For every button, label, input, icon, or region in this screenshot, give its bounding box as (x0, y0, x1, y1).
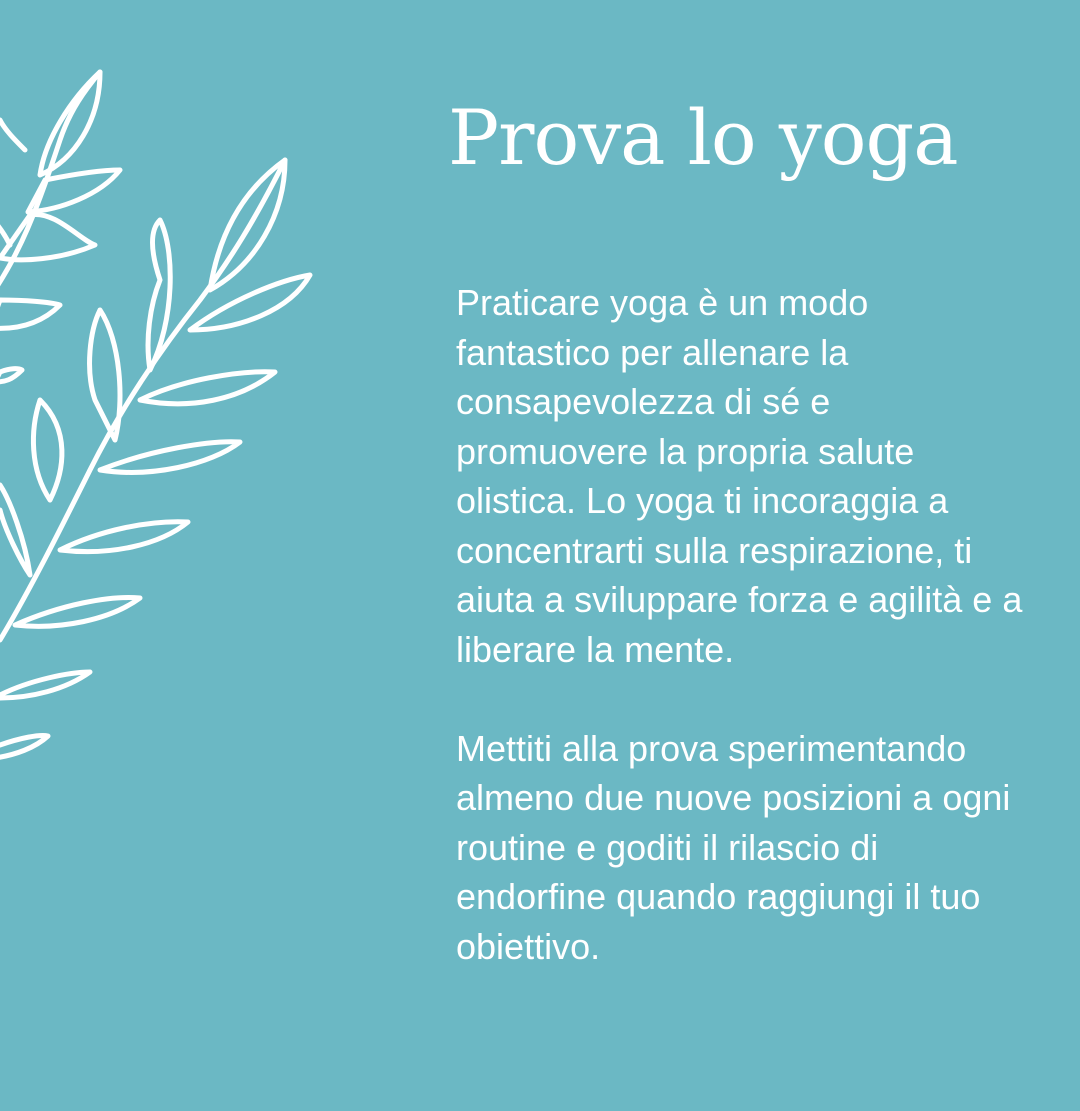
paragraph-intro: Praticare yoga è un modo fantastico per allenare la consapevolezza di sé e promuovere la propria salute olistica. Lo yoga ti incoraggia a concentrarti sulla respirazione, ti aiuta a sviluppare forza e agilità e a liberare la mente. (456, 282, 1023, 670)
page-title: Prova lo yoga (448, 93, 958, 182)
paragraph-challenge: Mettiti alla prova sperimentando almeno due nuove posizioni a ogni routine e goditi il rilascio di endorfine quando raggiungi il tuo obiettivo. (456, 727, 1011, 967)
leafy-branch-icon (0, 60, 340, 780)
body-text (456, 278, 1026, 971)
